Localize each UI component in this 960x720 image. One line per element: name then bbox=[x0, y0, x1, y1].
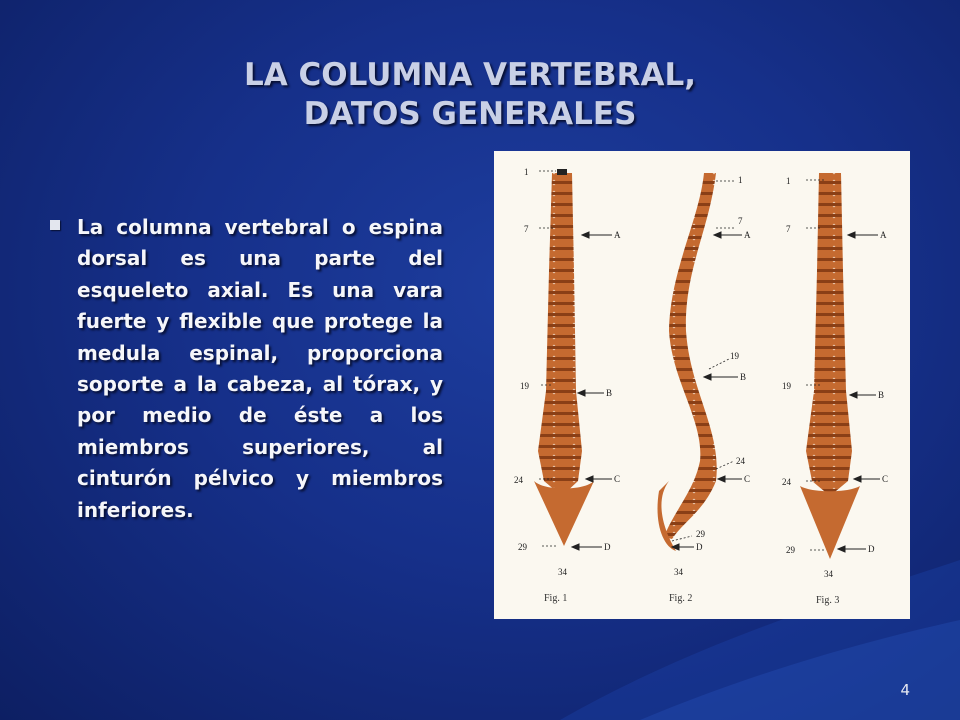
fig3-letter-c: C bbox=[882, 474, 889, 484]
fig3-label-24: 24 bbox=[782, 477, 791, 487]
spine-fig1 bbox=[534, 169, 594, 546]
fig1-label-29: 29 bbox=[518, 542, 527, 552]
fig2-label-19: 19 bbox=[730, 351, 739, 361]
fig2-label-29: 29 bbox=[696, 529, 705, 539]
fig3-caption: Fig. 3 bbox=[816, 595, 840, 606]
fig2-letter-b: B bbox=[740, 372, 747, 382]
fig2-label-1: 1 bbox=[738, 175, 743, 185]
fig1-label-1: 1 bbox=[524, 167, 529, 177]
fig3-label-7: 7 bbox=[786, 224, 791, 234]
title-line-2: DATOS GENERALES bbox=[303, 96, 637, 132]
fig3-letter-b: B bbox=[878, 390, 885, 400]
fig1-caption: Fig. 1 bbox=[544, 593, 568, 604]
fig1-label-24: 24 bbox=[514, 475, 523, 485]
fig1-letter-d: D bbox=[604, 542, 611, 552]
fig3-label-34: 34 bbox=[824, 569, 833, 579]
spine-fig3 bbox=[800, 173, 860, 559]
fig3-letter-a: A bbox=[880, 230, 887, 240]
fig3-label-1: 1 bbox=[786, 176, 791, 186]
spine-fig2 bbox=[658, 173, 717, 551]
fig1-label-19: 19 bbox=[520, 381, 529, 391]
fig2-label-7: 7 bbox=[738, 216, 743, 226]
fig2-letter-c: C bbox=[744, 474, 751, 484]
fig2-letter-a: A bbox=[744, 230, 751, 240]
fig3-label-19: 19 bbox=[782, 381, 791, 391]
fig2-label-24: 24 bbox=[736, 456, 745, 466]
fig1-letter-b: B bbox=[606, 388, 613, 398]
fig3-label-29: 29 bbox=[786, 545, 795, 555]
fig2-caption: Fig. 2 bbox=[669, 593, 693, 604]
fig2-label-34: 34 bbox=[674, 567, 683, 577]
title-line-1: LA COLUMNA VERTEBRAL, bbox=[243, 57, 697, 93]
bullet-square-icon bbox=[50, 220, 60, 230]
spine-figures-svg bbox=[494, 151, 910, 619]
bullet-text: La columna vertebral o espina dorsal es una parte del esqueleto axial. Es una vara fuerte y flexible que protege la medula espinal, proporciona soporte a la cabeza, al tórax, y por medio de éste a los miembros superiores, al cinturón pélvico y miembros inferiores. bbox=[77, 215, 443, 522]
fig2-letter-d: D bbox=[696, 542, 703, 552]
fig3-letter-d: D bbox=[868, 544, 875, 554]
page-number: 4 bbox=[900, 681, 910, 699]
bullet-point bbox=[50, 212, 443, 526]
fig1-letter-a: A bbox=[614, 230, 621, 240]
fig1-label-34: 34 bbox=[558, 567, 567, 577]
fig1-letter-c: C bbox=[614, 474, 621, 484]
fig1-label-7: 7 bbox=[524, 224, 529, 234]
slide-title bbox=[120, 56, 820, 134]
spine-illustration bbox=[494, 151, 910, 619]
